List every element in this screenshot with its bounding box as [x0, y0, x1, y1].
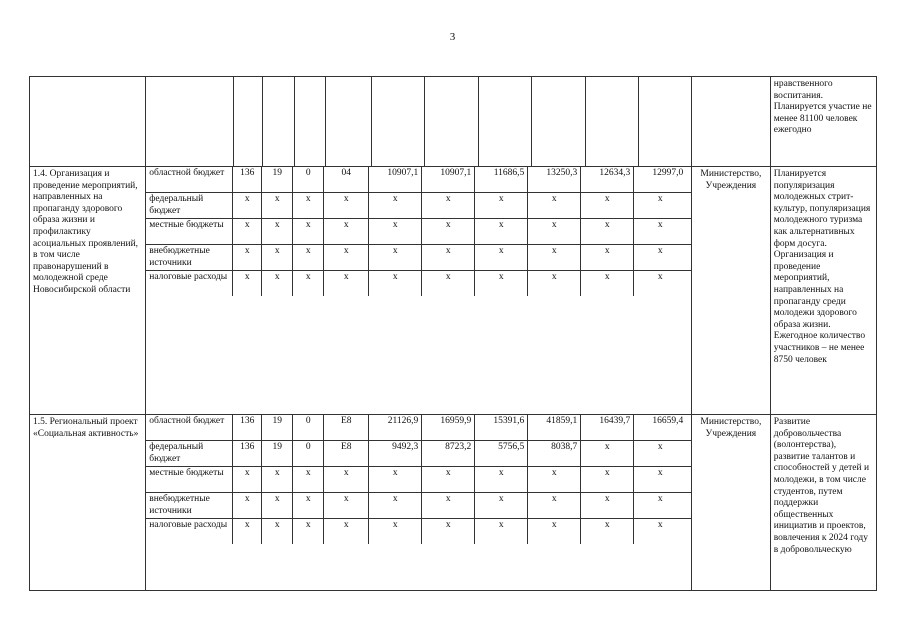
- funding-cell: х: [262, 193, 293, 218]
- funding-cell: х: [528, 467, 581, 492]
- funding-source-row: [146, 218, 691, 244]
- funding-cell: х: [369, 193, 422, 218]
- funding-source-label: налоговые расходы: [146, 271, 233, 296]
- funding-cell: х: [293, 467, 324, 492]
- funding-source-label: местные бюджеты: [146, 219, 233, 244]
- funding-cell: х: [233, 467, 262, 492]
- funding-source-row: [146, 244, 691, 270]
- funding-cell: 12997,0: [652, 168, 684, 178]
- funding-cell: х: [422, 245, 475, 270]
- executor: Министерство, Учреждения: [691, 167, 770, 415]
- funding-cell: х: [324, 493, 369, 518]
- funding-cell: х: [475, 467, 528, 492]
- funding-source-label: внебюджетные источники: [146, 245, 233, 270]
- funding-cell: х: [369, 467, 422, 492]
- funding-cell: х: [581, 493, 634, 518]
- funding-cell: 21126,9: [369, 415, 422, 440]
- funding-cell: х: [581, 193, 634, 218]
- funding-cell: х: [233, 519, 262, 544]
- funding-cell: х: [422, 219, 475, 244]
- funding-cell: х: [657, 520, 663, 530]
- funding-cell: 10907,1: [369, 167, 422, 192]
- funding-cell: 13250,3: [528, 167, 581, 192]
- funding-cell: х: [581, 441, 634, 466]
- funding-cell: х: [528, 193, 581, 218]
- funding-cell: х: [528, 493, 581, 518]
- funding-cell: х: [475, 245, 528, 270]
- result-text: нравственного воспитания. Планируется участие не менее 81100 человек ежегодно: [770, 77, 876, 167]
- funding-cell: х: [293, 493, 324, 518]
- funding-cell: E8: [324, 441, 369, 466]
- funding-cell: х: [324, 271, 369, 296]
- funding-cell: х: [369, 219, 422, 244]
- funding-cell: 10907,1: [422, 167, 475, 192]
- funding-cell: 0: [293, 167, 324, 192]
- funding-cell: х: [233, 245, 262, 270]
- funding-cell: х: [528, 519, 581, 544]
- funding-cell: 8723,2: [422, 441, 475, 466]
- funding-source-row: [146, 466, 691, 492]
- funding-cell: х: [262, 271, 293, 296]
- funding-cell: 16439,7: [581, 415, 634, 440]
- funding-cell: х: [657, 272, 663, 282]
- funding-cell: х: [422, 493, 475, 518]
- funding-grid: [146, 167, 691, 296]
- funding-cell: 19: [262, 167, 293, 192]
- funding-source-row: [146, 270, 691, 296]
- funding-cell: х: [657, 246, 663, 256]
- table-row-continuation: [30, 77, 877, 167]
- funding-source-label: федеральный бюджет: [146, 441, 233, 466]
- funding-cell: х: [262, 219, 293, 244]
- funding-source-row: [146, 192, 691, 218]
- funding-cell: х: [422, 519, 475, 544]
- funding-cell: х: [262, 519, 293, 544]
- funding-cell: х: [233, 193, 262, 218]
- funding-cell: х: [422, 271, 475, 296]
- funding-cell: х: [369, 245, 422, 270]
- funding-cell: х: [528, 245, 581, 270]
- funding-source-label: местные бюджеты: [146, 467, 233, 492]
- funding-cell: х: [293, 245, 324, 270]
- funding-cell: х: [581, 271, 634, 296]
- funding-cell: х: [324, 219, 369, 244]
- funding-cell: 19: [262, 415, 293, 440]
- funding-cell: х: [233, 219, 262, 244]
- funding-cell: х: [324, 519, 369, 544]
- executor: Министерство, Учреждения: [691, 415, 770, 591]
- funding-cell: 12634,3: [581, 167, 634, 192]
- funding-cell: х: [475, 271, 528, 296]
- funding-cell: х: [581, 519, 634, 544]
- measure-name: 1.4. Организация и проведение мероприятий, направленных на пропаганду здорового образа жизни и профилактику асоциальных проявлений, в том числе правонарушений в молодежной среде Новосибирской области: [30, 167, 146, 415]
- funding-cell: х: [324, 467, 369, 492]
- funding-cell: 41859,1: [528, 415, 581, 440]
- measure-name: 1.5. Региональный проект «Социальная активность»: [30, 415, 146, 591]
- funding-cell: 136: [233, 415, 262, 440]
- funding-source-row: [146, 492, 691, 518]
- funding-cell: х: [369, 271, 422, 296]
- funding-cell: х: [262, 245, 293, 270]
- funding-source-label: областной бюджет: [146, 415, 233, 440]
- funding-cell: х: [657, 194, 663, 204]
- table-row-1-5: [30, 415, 877, 591]
- funding-source-row: [146, 167, 691, 192]
- funding-cell: х: [233, 271, 262, 296]
- funding-cell: х: [262, 493, 293, 518]
- funding-cell: х: [657, 220, 663, 230]
- funding-cell: х: [657, 468, 663, 478]
- funding-grid: [146, 415, 691, 544]
- funding-cell: 5756,5: [475, 441, 528, 466]
- funding-cell: 0: [293, 415, 324, 440]
- result-text: Развитие добровольчества (волонтерства), развитие талантов и способностей у детей и молодежи, в том числе студентов, путем поддержки общественных инициатив и проектов, вовлечения к 2024 году в добровольческую: [770, 415, 876, 591]
- funding-cell: х: [293, 219, 324, 244]
- funding-cell: х: [475, 519, 528, 544]
- funding-cell: х: [422, 467, 475, 492]
- funding-cell: х: [293, 193, 324, 218]
- funding-cell: х: [475, 493, 528, 518]
- funding-source-row: [146, 518, 691, 544]
- funding-cell: х: [657, 442, 663, 452]
- funding-cell: 15391,6: [475, 415, 528, 440]
- funding-cell: 16959,9: [422, 415, 475, 440]
- funding-cell: 8038,7: [528, 441, 581, 466]
- funding-cell: х: [422, 193, 475, 218]
- table-row-1-4: [30, 167, 877, 415]
- funding-cell: х: [293, 271, 324, 296]
- funding-source-label: внебюджетные источники: [146, 493, 233, 518]
- funding-source-label: налоговые расходы: [146, 519, 233, 544]
- funding-cell: 16659,4: [652, 416, 684, 426]
- funding-source-label: федеральный бюджет: [146, 193, 233, 218]
- funding-cell: х: [324, 245, 369, 270]
- funding-cell: 04: [324, 167, 369, 192]
- funding-cell: х: [369, 493, 422, 518]
- funding-cell: 11686,5: [475, 167, 528, 192]
- funding-cell: х: [581, 467, 634, 492]
- funding-source-row: [146, 440, 691, 466]
- funding-cell: х: [233, 493, 262, 518]
- funding-cell: х: [581, 245, 634, 270]
- funding-cell: E8: [324, 415, 369, 440]
- funding-cell: 136: [233, 441, 262, 466]
- page-number: 3: [449, 31, 456, 43]
- funding-cell: х: [657, 494, 663, 504]
- funding-cell: х: [324, 193, 369, 218]
- funding-cell: х: [528, 219, 581, 244]
- funding-cell: 0: [293, 441, 324, 466]
- program-table: [29, 76, 877, 591]
- funding-cell: 9492,3: [369, 441, 422, 466]
- funding-cell: х: [293, 519, 324, 544]
- funding-cell: 136: [233, 167, 262, 192]
- funding-cell: х: [581, 219, 634, 244]
- funding-source-row: [146, 415, 691, 440]
- funding-cell: х: [475, 193, 528, 218]
- funding-cell: х: [262, 467, 293, 492]
- result-text: Планируется популяризация молодежных стрит-культур, популяризация молодежного туризма как альтернативных форм досуга. Организация и проведение мероприятий, направленных на пропаганду среди молодежи здорового образа жизни. Ежегодное количество участников – не менее 8750 человек: [770, 167, 876, 415]
- funding-cell: 19: [262, 441, 293, 466]
- funding-cell: х: [475, 219, 528, 244]
- funding-source-label: областной бюджет: [146, 167, 233, 192]
- funding-cell: х: [369, 519, 422, 544]
- funding-cell: х: [528, 271, 581, 296]
